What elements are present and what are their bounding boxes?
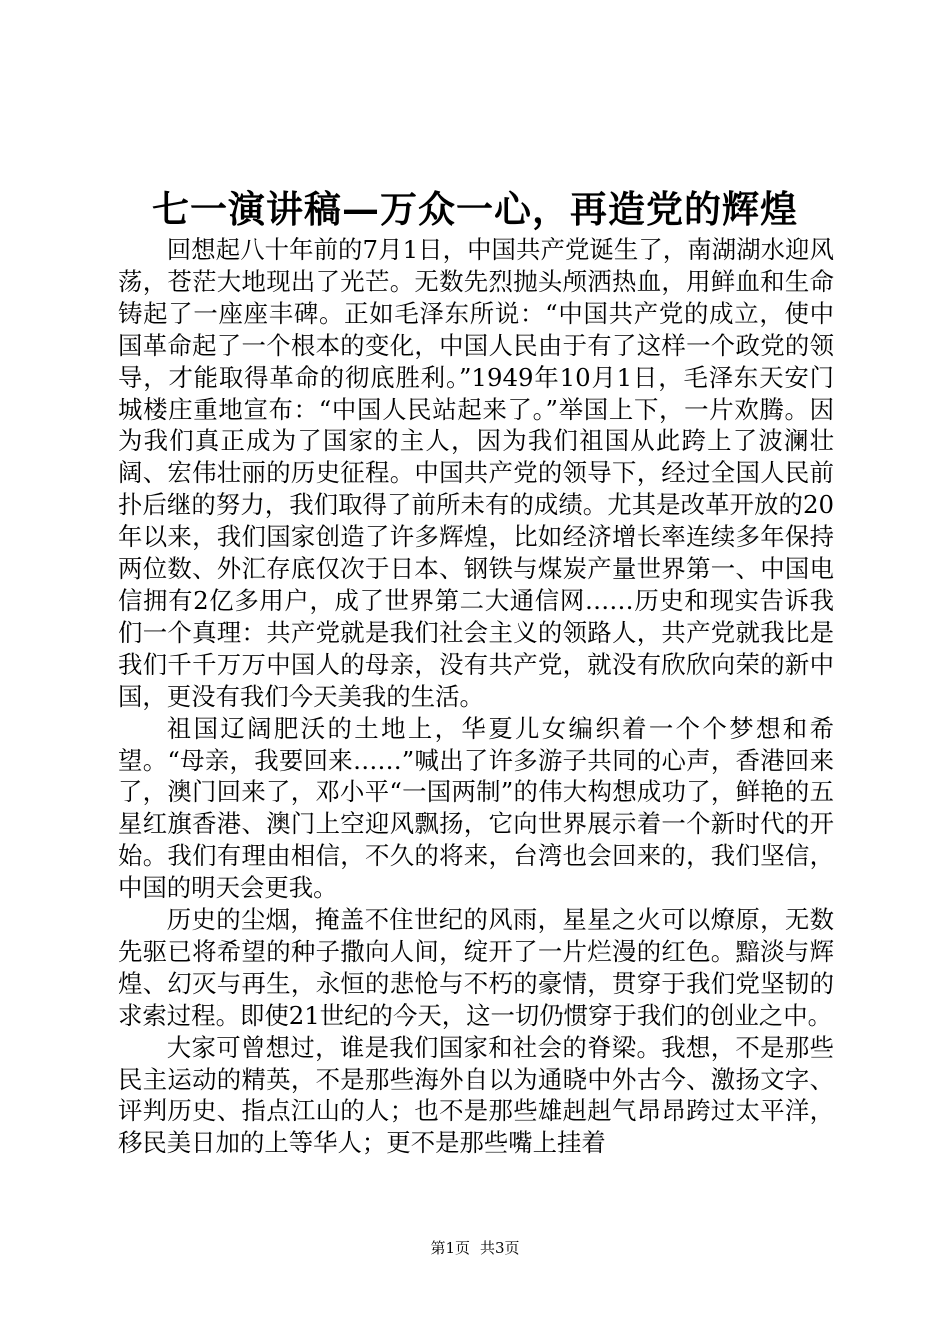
page-footer — [0, 1238, 950, 1258]
paragraph: 历史的尘烟，掩盖不住世纪的风雨，星星之火可以燎原，无数先驱已将希望的种子撒向人间，绽开了一片烂漫的红色。黯淡与辉煌、幻灭与再生，永恒的悲怆与不朽的豪情，贯穿于我们党坚韧的求索过程。即使21世纪的今天，这一切仍惯穿于我们的创业之中。 — [118, 905, 834, 1030]
document-title: 七一演讲稿—万众一心，再造党的辉煌 — [152, 187, 798, 231]
paragraph: 祖国辽阔肥沃的土地上，华夏儿女编织着一个个梦想和希望。“母亲，我要回来……”喊出了许多游子共同的心声，香港回来了，澳门回来了，邓小平“一国两制”的伟大构想成功了，鲜艳的五星红旗香港、澳门上空迎风飘扬，它向世界展示着一个新时代的开始。我们有理由相信，不久的将来，台湾也会回来的，我们坚信，中国的明天会更我。 — [118, 713, 834, 903]
paragraph: 回想起八十年前的7月1日，中国共产党诞生了，南湖湖水迎风荡，苍茫大地现出了光芒。无数先烈抛头颅洒热血，用鲜血和生命铸起了一座座丰碑。正如毛泽东所说：“中国共产党的成立，使中国革命起了一个根本的变化，中国人民由于有了这样一个政党的领导，才能取得革命的彻底胜利。”1949年10月1日，毛泽东天安门城楼庄重地宣布：“中国人民站起来了。”举国上下，一片欢腾。因为我们真正成为了国家的主人，因为我们祖国从此跨上了波澜壮阔、宏伟壮丽的历史征程。中国共产党的领导下，经过全国人民前扑后继的努力，我们取得了前所未有的成绩。尤其是改革开放的20年以来，我们国家创造了许多辉煌，比如经济增长率连续多年保持两位数、外汇存底仅次于日本、钢铁与煤炭产量世界第一、中国电信拥有2亿多用户，成了世界第二大通信网……历史和现实告诉我们一个真理：共产党就是我们社会主义的领路人，共产党就我比是我们千千万万中国人的母亲，没有共产党，就没有欣欣向荣的新中国，更没有我们今天美我的生活。 — [118, 235, 834, 711]
document-body — [118, 234, 834, 1159]
paragraph: 大家可曾想过，谁是我们国家和社会的脊梁。我想，不是那些民主运动的精英，不是那些海外自以为通晓中外古今、激扬文字、评判历史、指点江山的人；也不是那些雄赳赳气昂昂跨过太平洋，移民美日加的上等华人；更不是那些嘴上挂着 — [118, 1032, 834, 1158]
page-total: 共3页 — [480, 1239, 520, 1257]
page-number: 第1页 — [430, 1239, 470, 1257]
